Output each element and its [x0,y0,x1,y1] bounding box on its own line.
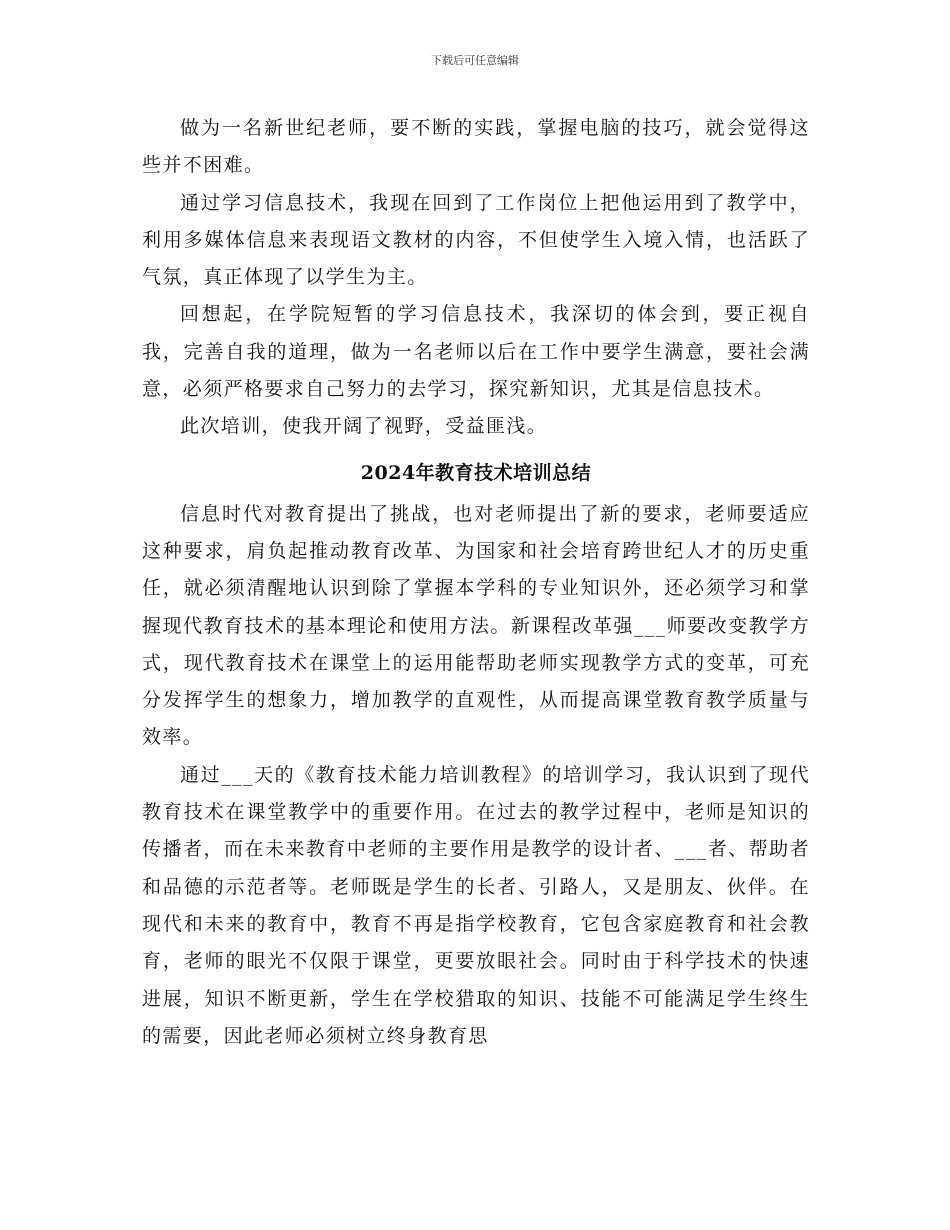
paragraph: 做为一名新世纪老师，要不断的实践，掌握电脑的技巧，就会觉得这些并不困难。 [142,117,810,177]
paragraph: 通过___天的《教育技术能力培训教程》的培训学习，我认识到了现代教育技术在课堂教学中的重要作用。在过去的教学过程中，老师是知识的传播者，而在未来教育中老师的主要作用是教学的设计者、___者、帮助者和品德的示范者等。老师既是学生的长者、引路人，又是朋友、伙伴。在现代和未来的教育中，教育不再是指学校教育，它包含家庭教育和社会教育，老师的眼光不仅限于课堂，更要放眼社会。同时由于科学技术的快速进展，知识不断更新，学生在学校猎取的知识、技能不可能满足学生终生的需要，因此老师必须树立终身教育思 [142,763,810,1047]
section-title: 2024年教育技术培训总结 [360,461,592,484]
paragraph: 回想起，在学院短暂的学习信息技术，我深切的体会到，要正视自我，完善自我的道理，做为一名老师以后在工作中要学生满意，要社会满意，必须严格要求自己努力的去学习，探究新知识，尤其是信息技术。 [142,303,810,401]
page-header: 下载后可任意编辑 [431,54,519,67]
paragraph: 此次培训，使我开阔了视野，受益匪浅。 [180,415,548,438]
paragraph: 信息时代对教育提出了挑战，也对老师提出了新的要求，老师要适应这种要求，肩负起推动教育改革、为国家和社会培育跨世纪人才的历史重任，就必须清醒地认识到除了掌握本学科的专业知识外，还必须学习和掌握现代教育技术的基本理论和使用方法。新课程改革强___师要改变教学方式，现代教育技术在课堂上的运用能帮助老师实现教学方式的变革，可充分发挥学生的想象力，增加教学的直观性，从而提高课堂教育教学质量与效率。 [142,502,810,749]
document-body [142,110,810,1055]
paragraph: 通过学习信息技术，我现在回到了工作岗位上把他运用到了教学中，利用多媒体信息来表现语文教材的内容，不但使学生入境入情，也活跃了气氛，真正体现了以学生为主。 [142,191,810,289]
